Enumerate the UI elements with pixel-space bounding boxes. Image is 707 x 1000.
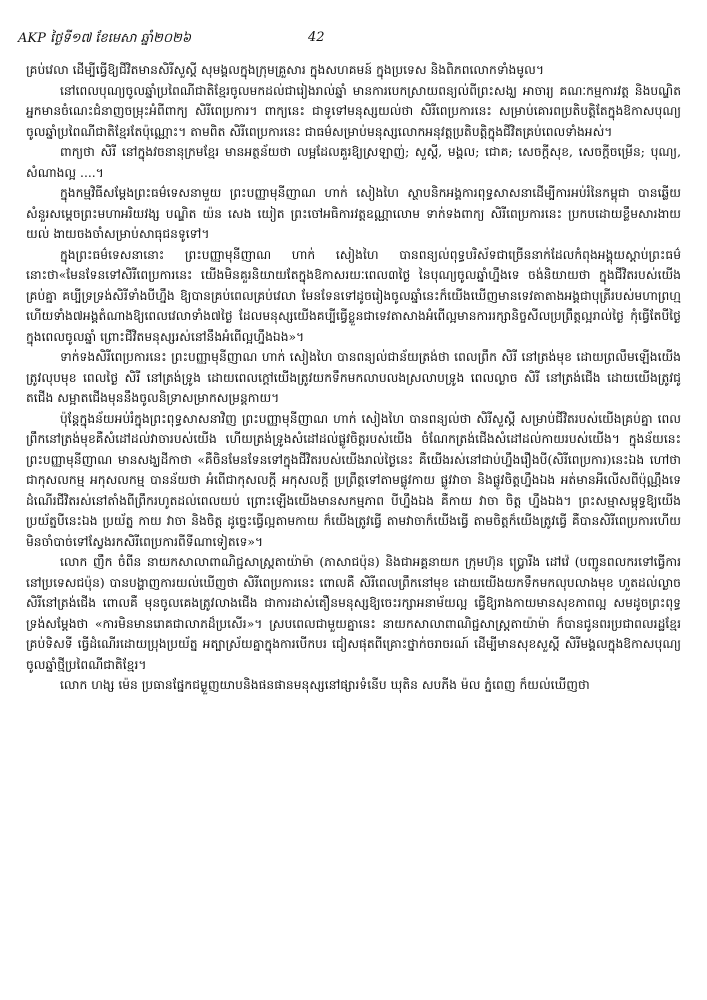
article-body [26, 60, 681, 995]
page-number: 42 [308, 30, 325, 45]
paragraph: ប៉ុន្តែក្នុងន័យអប់រំក្នុងព្រះពុទ្ធសាសនាវិញ ព្រះបញ្ញាមុនីញាណ ហាក់ សៀងហៃ បានពន្យល់ថា សិរីសួស្តី សម្រាប់ជីវិតរបស់យើងគ្រប់គ្នា ពេលព្រឹកនៅត្រង់មុខគឺសំដៅដល់វាចារបស់យើង ហើយត្រង់ទ្រូងសំដៅដល់ផ្លូវចិត្តរបស់យើង ចំណែកត្រង់ជើងសំដៅដល់កាយរបស់យើង។ ក្នុងន័យនេះ ព្រះបញ្ញាមុនីញាណ មានសង្ឃដីកាថា «គឺចិនមែនទែនទៅក្នុងជីវិតរបស់យើងរាល់ថ្ងៃនេះ គឺយើងរស់នៅជាប់ហ្នឹងរឿងបី(សិរីពេប្រការ)នេះឯង ហៅថា ជាកុសលកម្ម អកុសលកម្ម បានន័យថា អំពើជាកុសលក្តី អកុសលក្តី ប្រព្រឹត្តទៅតាមផ្លូវកាយ ផ្លូវវាចា និងផ្លូវចិត្តហ្នឹងឯង អត់មានអីលើសពីប៉ុណ្ណឹងទេ ដំណើរជីវិតរស់នៅតាំងពីព្រឹករហូតដល់ពេលយប់ ព្រោះឡើងយើងមានសកម្មភាព បីហ្នឹងឯង គឺកាយ វាចា ចិត្ត ហ្នឹងឯង។ ព្រះសម្មាសម្ពុទ្ធឱ្យយើងប្រយ័ត្នបីនេះឯង ប្រយ័ត្ន កាយ វាចា និងចិត្ត ដូច្នេះធ្វើល្អតាមកាយ ក៏យើងត្រូវធ្វើ តាមវាចាក៏យើងធ្វើ តាមចិត្តក៏យើងត្រូវធ្វើ គឺបានសិរីពេប្រការហើយ មិនចាំបាច់ទៅស្វែងរកសិរីពេប្រការពីទីណាទៀតទេ»។ [26, 411, 681, 549]
paragraph: ក្នុងកម្មវិធីសម្តែងព្រះធម៌ទេសនាមួយ ព្រះបញ្ញាមុនីញាណ ហាក់ សៀងហៃ ស្ថាបនិកអង្គការពុទ្ធសាសនាដើម្បីការអប់រំនៃកម្ពុជា បានឆ្លើយសំនួរសម្តេចព្រះមហាអរិយវង្ស បណ្ឌិត យ៉ន សេង យៀត ព្រះចៅអធិការវត្តឧណ្ណាលោម ទាក់ទងពាក្យ សិរីពេប្រការនេះ ប្រកបដោយខ្លឹមសារងាយយល់ ងាយចងចាំសម្រាប់សាធុជនទូទៅ។ [26, 186, 681, 241]
source-date: AKP ថ្ងៃទី១៧ ខែមេសា ឆ្នាំ២០២៦ [18, 31, 192, 46]
paragraph: នៅពេលបុណ្យចូលឆ្នាំប្រពៃណីជាតិខ្មែរចូលមកដល់ជារៀងរាល់ឆ្នាំ មានការបេកស្រាយពន្យល់ពីព្រះសង្ឃ អាចារ្យ គណៈកម្មការវត្ត និងបណ្ឌិតអ្នកមានចំណេះជំនាញចម្រុះអំពីពាក្យ សិរីពេប្រការ។ ពាក្យនេះ ជាទូទៅមនុស្សយល់ថា សិរីពេប្រការនេះ សម្រាប់គោរពប្រតិបត្តិតែក្នុងឱកាសបុណ្យចូលឆ្នាំប្រពៃណីជាតិខ្មែរតែប៉ុណ្ណោះ។ តាមពិត សិរីពេប្រការនេះ ជាធម៌សម្រាប់មនុស្សលោកអនុវត្តប្រតិបត្តិក្នុងជីវិតគ្រប់ពេលទាំងអស់។ [26, 83, 681, 139]
paragraph: ពាក្យថា សិរី នៅក្នុងវចនានុក្រមខ្មែរ មានអត្ថន័យថា លម្អដែលគួរឱ្យស្រឡាញ់; សួស្តី, មង្គល; ជោគ; សេចក្តីសុខ, សេចក្តីចម្រើន; បុណ្យ, សំណាងល្អ ....។ [26, 145, 681, 180]
paragraph: លោក ហង្ស ម៉េន ប្រធានផ្នែកជម្ងួញយាបនិងផនផានមនុស្សនៅផ្សារទំនើប ឃុតិន សបភីង ម៉ល ភ្នំពេញ ក៏យល់ឃើញថា [60, 678, 590, 692]
page-header [18, 30, 678, 50]
paragraph: ទាក់ទងសិរីពេប្រការនេះ ព្រះបញ្ញាមុនីញាណ ហាក់ សៀងហៃ បានពន្យល់ជាន័យត្រង់ថា ពេលព្រឹក សិរី នៅត្រង់មុខ ដោយព្រលឹមឡើងយើងត្រូវលុបមុខ ពេលថ្ងៃ សិរី នៅត្រង់ទ្រូង ដោយពេលក្តៅយើងត្រូវយកទឹកមកលាបលងស្រលាបទ្រូង ពេលល្ងាច សិរី នៅត្រង់ជើង ដោយយើងត្រូវជូតជើង សម្អាតជើងមុននឹងចូលនិទ្រាសម្រាកសម្រន្តកាយ។ [26, 350, 681, 405]
paragraph: លោក ញឹក ចំពីន នាយកសាលាពាណិជ្ជសាស្ត្រតាយ៉ាម៉ា (ភាសាជប៉ុន) និងជាអគ្គនាយក ក្រុមហ៊ុន ប្រ្លោរីង ដៅវ៉េ (បញ្ជូនពលករទៅធ្វើការនៅប្រទេសជប៉ុន) បានបង្ហាញការយល់ឃើញថា សិរីពេប្រការនេះ ពោលគឺ សិរីពេលព្រឹកនៅមុខ ដោយយើងយកទឹកមកលុបលាងមុខ ហួតដល់ល្ងាច សិរីនៅត្រង់ជើង ពោលគឺ មុនចូលគេងត្រូវលាងជើង ជាការដាស់តឿនមនុស្សឱ្យចេះរក្សាអនាម័យល្អ ធ្វើឱ្យរាងកាយមានសុខភាពល្អ សមដូចព្រះពុទ្ធទ្រង់សម្តែងថា «ការមិនមានរោគជាលាភដ៏ប្រសើរ»។ ស្របពេលជាមួយគ្នានេះ នាយកសាលាពាណិជ្ជសាស្ត្រតាយ៉ាម៉ា ក៏បានជូនពរប្រជាពលរដ្ឋខ្មែរគ្រប់ទិសទី ធ្វើដំណើរដោយប្រុងប្រយ័ត្ន អត្បាស្រ័យគ្នាក្នុងការបើកបរ ជៀសផុតពីគ្រោះថ្នាក់ចរាចរណ៍ ដើម្បីមានសុខសួស្តី សិរីមង្គលក្នុងឱកាសបុណ្យចូលឆ្នាំថ្មីប្រពៃណីជាតិខ្មែរ។ [26, 555, 681, 672]
paragraph: គ្រប់វេលា ដើម្បីធ្វើឱ្យជីវិតមានសិរីសួស្តី សុមង្គលក្នុងក្រុមគ្រួសារ ក្នុងសហគមន៍ ក្នុងប្រទេស និងពិភពលោកទាំងមូល។ [26, 63, 544, 77]
paragraph: ក្នុងព្រះធម៌ទេសនានោះ ព្រះបញ្ញាមុនីញាណ ហាក់ សៀងហៃ បានពន្យល់ពុទ្ធបរិស័ទជាច្រើននាក់ដែលកំពុងអង្គុយស្តាប់ព្រះធម៌នោះថា«មែនទែនទៅសិរីពេប្រការនេះ យើងមិនគួរនិយាយតែក្នុងឱកាសរយៈពេល៣ថ្ងៃ នៃបុណ្យចូលឆ្នាំហ្នឹងទេ ចង់និយាយថា ក្នុងជីវិតរបស់យើងគ្រប់គ្នា គប្បីទ្រទ្រង់សិរីទាំងបីហ្នឹង ឱ្យបានគ្រប់ពេលគ្រប់វេលា មែនទែនទៅដូចរៀងចូលឆ្នាំនេះក៏យើងឃើញមានទេវតាតាងអង្គជាបុត្រីរបស់មហាព្រហ្ម ហើយទាំង៧អង្គតំណាងឱ្យពេលវេលាទាំង៧ថ្ងៃ ដែលមនុស្សយើងគប្បីធ្វើខ្លួនជាទេវតាសាងអំពើល្អមានការរក្សានិច្ចសីលប្រព្រឹត្តល្អរាល់ថ្ងៃ កុំធ្វើតែបីថ្ងៃក្នុងពេលចូលឆ្នាំ ព្រោះជីវិតមនុស្សរស់នៅនឹងអំពើល្អហ្នឹងឯង»។ [26, 247, 681, 344]
